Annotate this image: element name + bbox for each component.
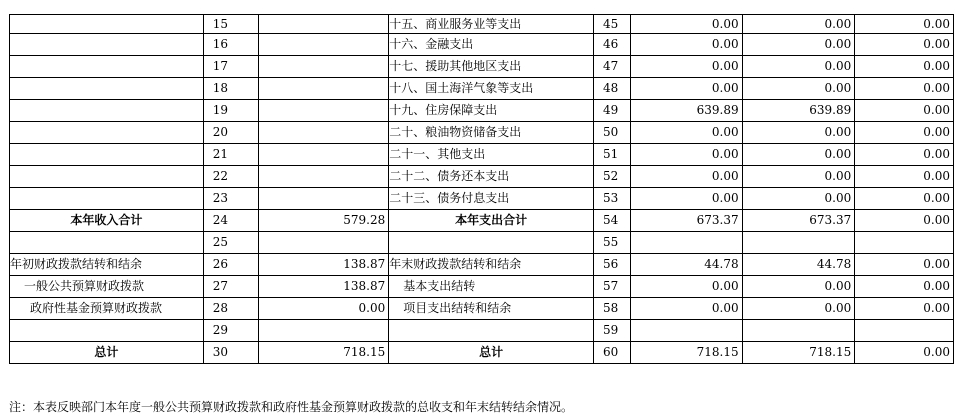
expense-item-label: 十八、国土海洋气象等支出 [389, 78, 594, 100]
table-row [10, 166, 954, 188]
general-budget-expense [742, 232, 855, 254]
general-budget-expense: 0.00 [742, 34, 855, 56]
income-item-label: 一般公共预算财政拨款 [10, 276, 204, 298]
general-budget-expense: 44.78 [742, 254, 855, 276]
annual-income-total-label: 本年收入合计 [10, 210, 204, 232]
expense-total: 673.37 [630, 210, 742, 232]
income-amount [258, 100, 389, 122]
expense-total: 0.00 [630, 298, 742, 320]
expense-row-number: 53 [593, 188, 630, 210]
income-item-label [10, 78, 204, 100]
table-row [10, 254, 954, 276]
table-row [10, 320, 954, 342]
income-item-label [10, 56, 204, 78]
fund-budget-expense: 0.00 [855, 188, 954, 210]
fund-budget-expense: 0.00 [855, 342, 954, 364]
fund-budget-expense: 0.00 [855, 122, 954, 144]
income-amount [258, 122, 389, 144]
income-row-number: 18 [203, 78, 258, 100]
income-row-number: 29 [203, 320, 258, 342]
expense-item-label: 二十三、债务付息支出 [389, 188, 594, 210]
table-row [10, 34, 954, 56]
expense-row-number: 60 [593, 342, 630, 364]
general-budget-expense [742, 320, 855, 342]
annual-expense-total-label: 本年支出合计 [389, 210, 594, 232]
income-amount: 0.00 [258, 298, 389, 320]
expense-item-label: 十七、援助其他地区支出 [389, 56, 594, 78]
income-item-label [10, 34, 204, 56]
table-footnote: 注：本表反映部门本年度一般公共预算财政拨款和政府性基金预算财政拨款的总收支和年末结转结余情况。 [9, 400, 574, 414]
fund-budget-expense: 0.00 [855, 298, 954, 320]
fund-budget-expense: 0.00 [855, 34, 954, 56]
income-row-number: 20 [203, 122, 258, 144]
expense-total: 44.78 [630, 254, 742, 276]
income-amount [258, 320, 389, 342]
income-amount [258, 15, 389, 34]
general-budget-expense: 673.37 [742, 210, 855, 232]
general-budget-expense: 0.00 [742, 276, 855, 298]
expense-total: 0.00 [630, 276, 742, 298]
income-item-label: 年初财政拨款结转和结余 [10, 254, 204, 276]
income-amount: 579.28 [258, 210, 389, 232]
expense-total [630, 320, 742, 342]
fund-budget-expense: 0.00 [855, 144, 954, 166]
income-row-number: 30 [203, 342, 258, 364]
income-row-number: 26 [203, 254, 258, 276]
income-item-label [10, 166, 204, 188]
expense-item-label: 二十一、其他支出 [389, 144, 594, 166]
expense-row-number: 49 [593, 100, 630, 122]
grand-total-row [10, 342, 954, 364]
table-row [10, 56, 954, 78]
income-item-label [10, 100, 204, 122]
table-row [10, 276, 954, 298]
expense-row-number: 48 [593, 78, 630, 100]
expense-row-number: 50 [593, 122, 630, 144]
income-row-number: 25 [203, 232, 258, 254]
expense-grand-total-label: 总计 [389, 342, 594, 364]
fund-budget-expense: 0.00 [855, 15, 954, 34]
income-grand-total-label: 总计 [10, 342, 204, 364]
general-budget-expense: 0.00 [742, 15, 855, 34]
expense-row-number: 57 [593, 276, 630, 298]
expense-row-number: 54 [593, 210, 630, 232]
income-row-number: 15 [203, 15, 258, 34]
table-row [10, 15, 954, 34]
expense-total [630, 232, 742, 254]
general-budget-expense: 0.00 [742, 144, 855, 166]
income-amount [258, 78, 389, 100]
expense-item-label [389, 232, 594, 254]
income-row-number: 17 [203, 56, 258, 78]
income-row-number: 28 [203, 298, 258, 320]
general-budget-expense: 0.00 [742, 122, 855, 144]
expense-item-label: 年末财政拨款结转和结余 [389, 254, 594, 276]
expense-item-label: 十五、商业服务业等支出 [389, 15, 594, 34]
income-item-label [10, 188, 204, 210]
expense-item-label: 二十、粮油物资储备支出 [389, 122, 594, 144]
income-item-label [10, 144, 204, 166]
income-amount [258, 144, 389, 166]
expense-row-number: 56 [593, 254, 630, 276]
income-amount: 138.87 [258, 254, 389, 276]
fund-budget-expense [855, 232, 954, 254]
income-row-number: 19 [203, 100, 258, 122]
fund-budget-expense: 0.00 [855, 254, 954, 276]
table-row [10, 100, 954, 122]
expense-item-label: 二十二、债务还本支出 [389, 166, 594, 188]
expense-total: 0.00 [630, 166, 742, 188]
income-row-number: 16 [203, 34, 258, 56]
expense-total: 0.00 [630, 122, 742, 144]
fund-budget-expense: 0.00 [855, 210, 954, 232]
income-row-number: 27 [203, 276, 258, 298]
expense-row-number: 55 [593, 232, 630, 254]
income-amount: 718.15 [258, 342, 389, 364]
income-item-label [10, 232, 204, 254]
income-row-number: 22 [203, 166, 258, 188]
fund-budget-expense: 0.00 [855, 276, 954, 298]
general-budget-expense: 0.00 [742, 78, 855, 100]
expense-item-label: 十九、住房保障支出 [389, 100, 594, 122]
fund-budget-expense: 0.00 [855, 100, 954, 122]
income-item-label [10, 122, 204, 144]
fund-budget-expense: 0.00 [855, 56, 954, 78]
general-budget-expense: 0.00 [742, 166, 855, 188]
expense-total: 0.00 [630, 78, 742, 100]
general-budget-expense: 0.00 [742, 188, 855, 210]
general-budget-expense: 718.15 [742, 342, 855, 364]
income-amount: 138.87 [258, 276, 389, 298]
income-row-number: 24 [203, 210, 258, 232]
income-amount [258, 166, 389, 188]
income-amount [258, 34, 389, 56]
general-budget-expense: 0.00 [742, 298, 855, 320]
annual-total-row [10, 210, 954, 232]
expense-total: 639.89 [630, 100, 742, 122]
expense-row-number: 46 [593, 34, 630, 56]
expense-row-number: 47 [593, 56, 630, 78]
income-amount [258, 56, 389, 78]
income-item-label: 政府性基金预算财政拨款 [10, 298, 204, 320]
expense-row-number: 51 [593, 144, 630, 166]
table-row [10, 298, 954, 320]
expense-total: 0.00 [630, 56, 742, 78]
expense-row-number: 59 [593, 320, 630, 342]
expense-total: 0.00 [630, 144, 742, 166]
expense-total: 718.15 [630, 342, 742, 364]
expense-item-label: 基本支出结转 [389, 276, 594, 298]
expense-total: 0.00 [630, 188, 742, 210]
general-budget-expense: 0.00 [742, 56, 855, 78]
income-row-number: 21 [203, 144, 258, 166]
fiscal-appropriation-table [9, 14, 954, 364]
table-row [10, 144, 954, 166]
expense-item-label [389, 320, 594, 342]
expense-row-number: 58 [593, 298, 630, 320]
expense-item-label: 项目支出结转和结余 [389, 298, 594, 320]
income-item-label [10, 15, 204, 34]
expense-row-number: 45 [593, 15, 630, 34]
income-amount [258, 188, 389, 210]
table-row [10, 122, 954, 144]
expense-row-number: 52 [593, 166, 630, 188]
income-item-label [10, 320, 204, 342]
table-row [10, 232, 954, 254]
income-amount [258, 232, 389, 254]
table-row [10, 188, 954, 210]
general-budget-expense: 639.89 [742, 100, 855, 122]
fund-budget-expense: 0.00 [855, 78, 954, 100]
fund-budget-expense: 0.00 [855, 166, 954, 188]
income-row-number: 23 [203, 188, 258, 210]
fund-budget-expense [855, 320, 954, 342]
table-row [10, 78, 954, 100]
expense-total: 0.00 [630, 15, 742, 34]
expense-item-label: 十六、金融支出 [389, 34, 594, 56]
expense-total: 0.00 [630, 34, 742, 56]
